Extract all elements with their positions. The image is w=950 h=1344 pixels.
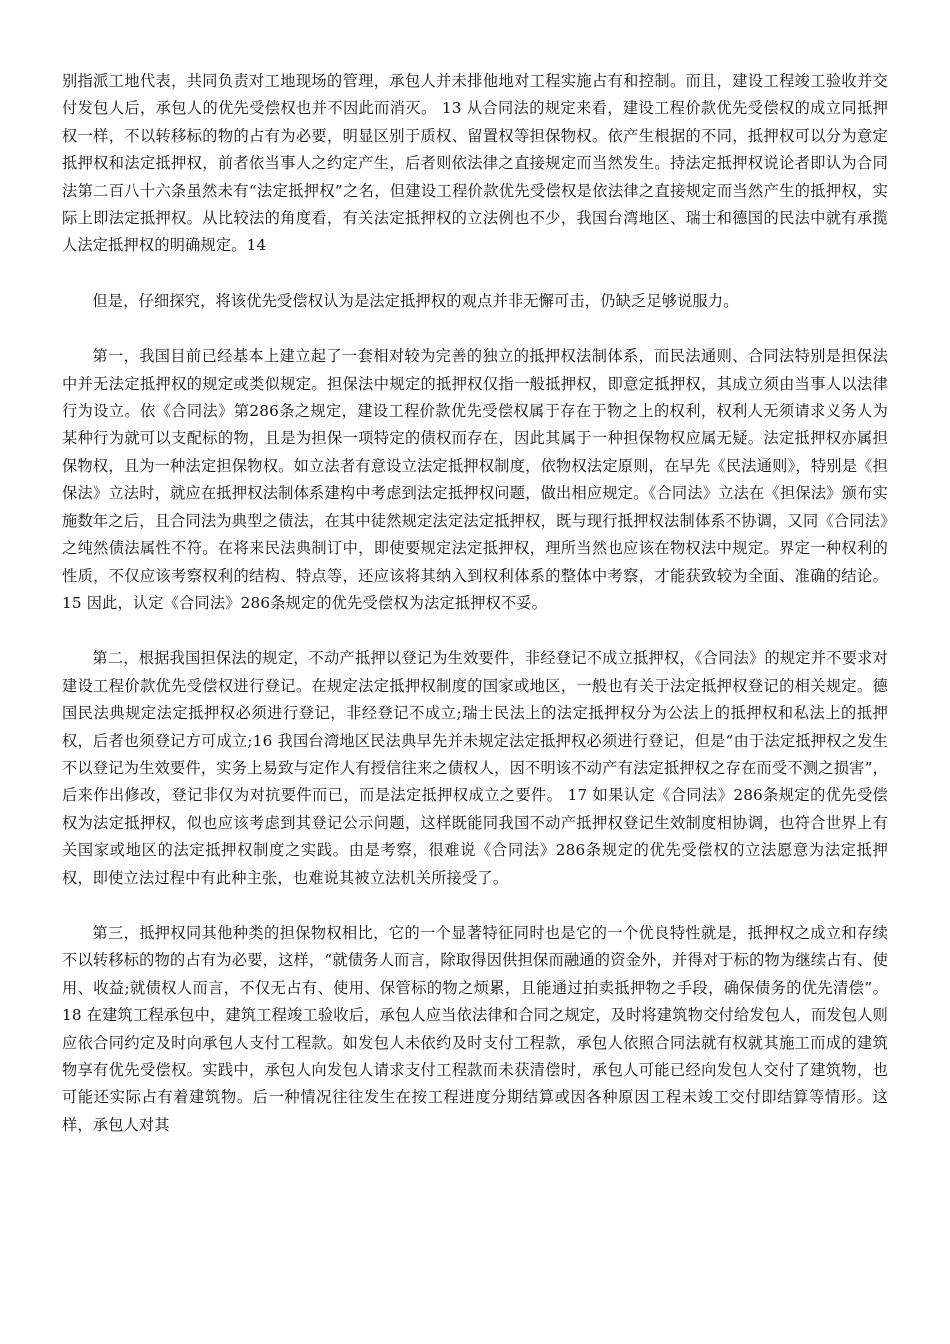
paragraph-third-point: 第三，抵押权同其他种类的担保物权相比，它的一个显著特征同时也是它的一个优良特性就是，抵押权之成立和存续不以转移标的物的占有为必要，这样，“就债务人而言，除取得因供担保而融通的资金外，并得对于标的物为继续占有、使用、收益;就债权人而言，不仅无占有、使用、保管标的物之烦累，且能通过拍卖抵押物之手段，确保债务的优先清偿”。 18 在建筑工程承包中，建筑工程竣工验收后，承包人应当依法律和合同之规定，及时将建筑物交付给发包人，而发包人则应依合同约定及时向承包人支付工程款。如发包人未依约及时支付工程款，承包人依照合同法就有权就其施工而成的建筑物享有优先受偿权。实践中，承包人向发包人请求支付工程款而未获清偿时，承包人可能已经向发包人交付了建筑物，也可能还实际占有着建筑物。后一种情况往往发生在按工程进度分期结算或因各种原因工程未竣工交付即结算等情形。这样，承包人对其 [62, 923, 888, 1134]
paragraph-however: 但是，仔细探究，将该优先受偿权认为是法定抵押权的观点并非无懈可击，仍缺乏足够说服力。 [92, 291, 739, 310]
paragraph-first-point: 第一，我国目前已经基本上建立起了一套相对较为完善的独立的抵押权法制体系，而民法通则、合同法特别是担保法中并无法定抵押权的规定或类似规定。担保法中规定的抵押权仅指一般抵押权，即意定抵押权，其成立须由当事人以法律行为设立。依《合同法》第286条之规定，建设工程价款优先受偿权属于存在于物之上的权利，权利人无须请求义务人为某种行为就可以支配标的物，且是为担保一项特定的债权而存在，因此其属于一种担保物权应属无疑。法定抵押权亦属担保物权，且为一种法定担保物权。如立法者有意设立法定抵押权制度，依物权法定原则，在早先《民法通则》，特别是《担保法》立法时，就应在抵押权法制体系建构中考虑到法定抵押权问题，做出相应规定。《合同法》立法在《担保法》颁布实施数年之后，且合同法为典型之债法，在其中徒然规定法定法定抵押权，既与现行抵押权法制体系不协调，又同《合同法》之纯然债法属性不符。在将来民法典制订中，即使要规定法定抵押权，理所当然也应该在物权法中规定。界定一种权利的性质，不仅应该考察权利的结构、特点等，还应该将其纳入到权利体系的整体中考察，才能获致较为全面、准确的结论。15 因此，认定《合同法》286条规定的优先受偿权为法定抵押权不妥。 [62, 347, 888, 612]
paragraph-continuation: 别指派工地代表，共同负责对工地现场的管理，承包人并未排他地对工程实施占有和控制。而且，建设工程竣工验收并交付发包人后，承包人的优先受偿权也并不因此而消灭。 13 从合同法的规定来看，建设工程价款优先受偿权的成立同抵押权一样，不以转移标的物的占有为必要，明显区别于质权、留置权等担保物权。依产生根据的不同，抵押权可以分为意定抵押权和法定抵押权，前者依当事人之约定产生，后者则依法律之直接规定而当然发生。持法定抵押权说论者即认为合同法第二百八十六条虽然未有“法定抵押权”之名，但建设工程价款优先受偿权是依法律之直接规定而当然产生的抵押权，实际上即法定抵押权。从比较法的角度看，有关法定抵押权的立法例也不少，我国台湾地区、瑞士和德国的民法中就有承揽人法定抵押权的明确规定。14 [62, 72, 888, 255]
document-page [62, 68, 888, 1139]
paragraph-second-point: 第二，根据我国担保法的规定，不动产抵押以登记为生效要件，非经登记不成立抵押权，《合同法》的规定并不要求对建设工程价款优先受偿权进行登记。在规定法定抵押权制度的国家或地区，一般也有关于法定抵押权登记的相关规定。德国民法典规定法定抵押权必须进行登记，非经登记不成立;瑞士民法上的法定抵押权分为公法上的抵押权和私法上的抵押权，后者也须登记方可成立;16 我国台湾地区民法典早先并未规定法定抵押权必须进行登记，但是“由于法定抵押权之发生不以登记为生效要件，实务上易致与定作人有授信往来之债权人，因不明该不动产有法定抵押权之存在而受不测之损害”，后来作出修改，登记非仅为对抗要件而已，而是法定抵押权成立之要件。 17 如果认定《合同法》286条规定的优先受偿权为法定抵押权，似也应该考虑到其登记公示问题，这样既能同我国不动产抵押权登记生效制度相协调，也符合世界上有关国家或地区的法定抵押权制度之实践。由是考察，很难说《合同法》286条规定的优先受偿权的立法愿意为法定抵押权，即使立法过程中有此种主张，也难说其被立法机关所接受了。 [62, 649, 888, 887]
